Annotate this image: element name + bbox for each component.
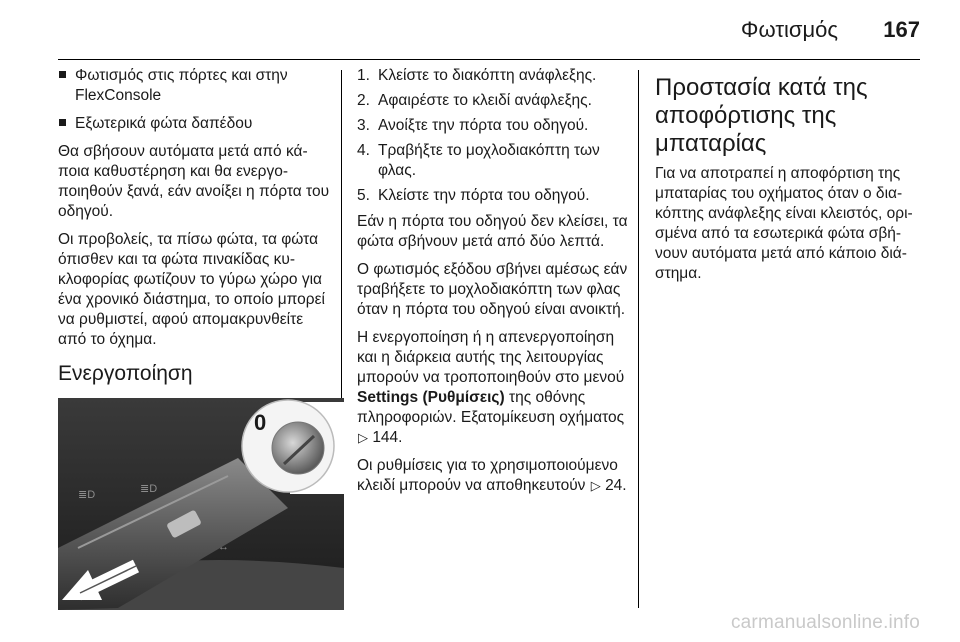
menu-name: Settings (Ρυθμίσεις) [357, 389, 505, 406]
section-heading: Προστασία κατά της αποφόρτισης της μπαταρίας [655, 74, 868, 157]
paragraph: Η ενεργοποίηση ή η απενεργοποίηση και η διάρκεια αυτής της λειτουργίας μπορούν να τροποποιηθούν στο μενού Settings (Ρυθμίσεις) της οθόνης πληροφοριών. Εξατομίκευση οχήματος ▷ 144. [357, 329, 625, 446]
watermark: carmanualsonline.info [730, 612, 920, 633]
figure-label: 0 [254, 410, 267, 435]
page-ref-arrow-icon: ▷ [358, 430, 368, 445]
column-3 [655, 68, 923, 292]
column-divider [638, 70, 639, 608]
svg-text:≣D: ≣D [140, 483, 158, 495]
paragraph: Θα σβήσουν αυτόματα μετά από κάποια καθυστέρηση και θα ενεργοποιηθούν ξανά, εάν ανοίξει η πόρτα του οδηγού. [58, 143, 330, 220]
list-item: 2. Αφαιρέστε το κλειδί ανάφλεξης. [357, 92, 592, 109]
list-item: 4. Τραβήξτε το μοχλοδιακόπτη των φλας. [357, 142, 600, 179]
list-item: 1. Κλείστε το διακόπτη ανάφλεξης. [357, 67, 597, 84]
paragraph: Οι προβολείς, τα πίσω φώτα, τα φώτα όπισθεν και τα φώτα πινακίδας κυκλοφορίας φωτίζουν το γύρω χώρο για ένα χρονικό διάστημα, το οποίο μπορεί να ρυθμιστεί, αφού απομακρυνθείτε από το όχημα. [58, 231, 325, 348]
bullet-item: Φωτισμός στις πόρτες και στην FlexConsole [58, 66, 330, 106]
stalk-switch-illustration [58, 398, 344, 610]
header-title: Φωτισμός [740, 17, 838, 42]
paragraph: Εάν η πόρτα του οδηγού δεν κλείσει, τα φώτα σβήνουν μετά από δύο λεπτά. [357, 213, 628, 250]
list-item: 3. Ανοίξτε την πόρτα του οδηγού. [357, 117, 589, 134]
paragraph: Οι ρυθμίσεις για το χρησιμοποιούμενο κλειδί μπορούν να αποθηκευτούν ▷ 24. [357, 457, 627, 494]
header-rule [58, 59, 920, 60]
page-header [0, 0, 960, 60]
svg-text:≣D: ≣D [78, 489, 96, 501]
column-1 [58, 66, 330, 610]
page-number: 167 [883, 17, 920, 42]
paragraph: Για να αποτραπεί η αποφόρτιση της μπαταρίας του οχήματος όταν ο διακόπτης ανάφλεξης είναι κλειστός, ορισμένα από τα εσωτερικά φώτα σβήνουν αυτόματα μετά από κάποιο διάστημα. [655, 165, 913, 282]
bullet-item: Εξωτερικά φώτα δαπέδου [58, 114, 330, 134]
svg-text:↔: ↔ [218, 541, 229, 553]
stalk-switch-figure [58, 398, 344, 610]
page-reference[interactable]: 24. [605, 477, 627, 494]
column-2 [357, 66, 629, 504]
page-reference[interactable]: 144. [372, 429, 403, 446]
section-heading: Ενεργοποίηση [58, 362, 193, 385]
square-bullet-icon [59, 119, 66, 126]
square-bullet-icon [59, 71, 66, 78]
steps-list [357, 66, 629, 206]
paragraph: Ο φωτισμός εξόδου σβήνει αμέσως εάν τραβήξετε το μοχλοδιακόπτη των φλας όταν η πόρτα του οδηγού είναι ανοικτή. [357, 261, 628, 318]
page-ref-arrow-icon: ▷ [590, 478, 601, 493]
list-item: 5. Κλείστε την πόρτα του οδηγού. [357, 187, 590, 204]
